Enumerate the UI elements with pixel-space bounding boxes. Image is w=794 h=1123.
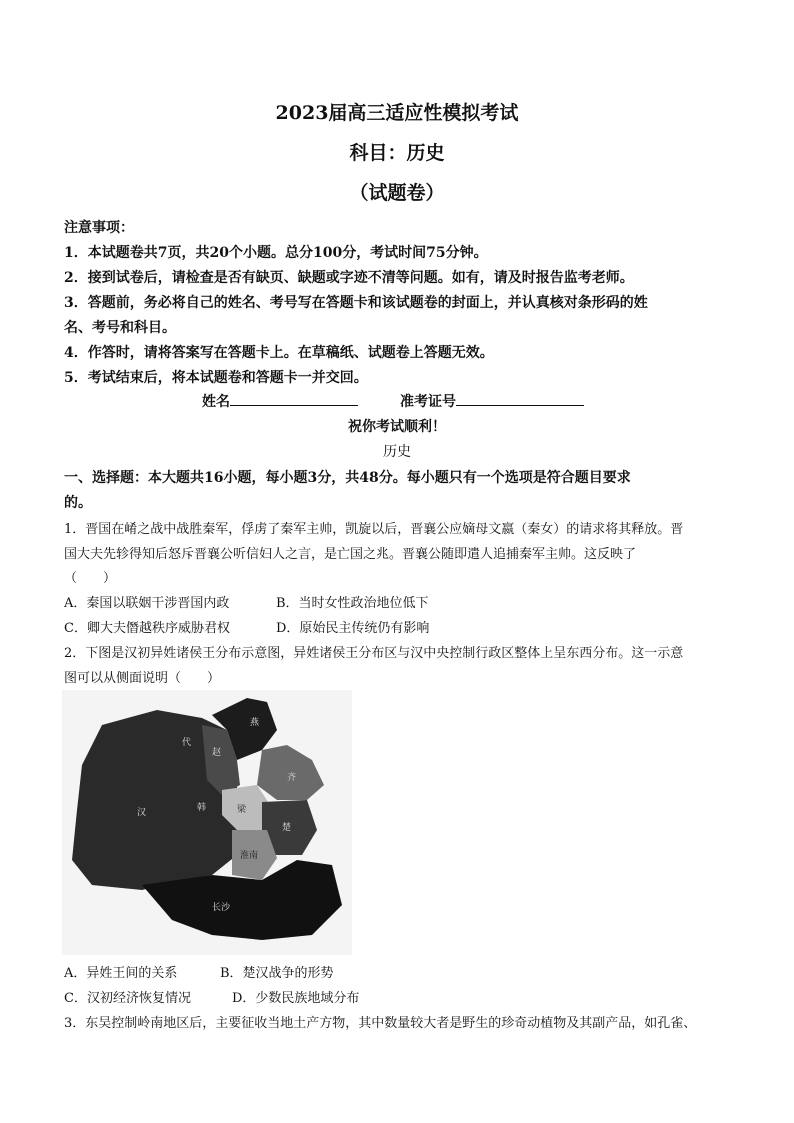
name-label: 姓名 <box>202 394 230 410</box>
map-label-yan: 燕 <box>250 718 260 728</box>
name-field[interactable] <box>202 391 358 411</box>
notice-item-3: 3．答题前，务必将自己的姓名、考号写在答题卡和该试题卷的封面上，并认真核对条形码的姓 <box>64 295 648 311</box>
good-luck: 祝你考试顺利！ <box>348 419 446 435</box>
q1-stem-line-2: 国大夫先轸得知后怒斥晋襄公听信妇人之言，是亡国之兆。晋襄公随即遣人追捕秦军主帅。这反映了 <box>64 547 637 562</box>
map-label-han: 汉 <box>137 808 147 818</box>
q1-option-d: D．原始民主传统仍有影响 <box>276 621 430 636</box>
map-label-liang: 梁 <box>237 805 247 815</box>
q1-stem-line-1: 1．晋国在崤之战中战胜秦军，俘虏了秦军主帅，凯旋以后，晋襄公应嫡母文嬴（秦女）的请求将其释放。晋 <box>64 522 684 537</box>
exam-id-field[interactable] <box>400 391 584 411</box>
notice-item-1: 1．本试题卷共7页，共20个小题。总分100分，考试时间75分钟。 <box>64 245 488 261</box>
map-label-zhao: 赵 <box>212 748 222 758</box>
q1-option-c: C．卿大夫僭越秩序威胁君权 <box>64 621 230 636</box>
q2-stem-line-1: 2．下图是汉初异姓诸侯王分布示意图，异姓诸侯王分布区与汉中央控制行政区整体上呈东西分布。这一示意 <box>64 646 684 661</box>
subject-line: 科目：历史 <box>349 142 445 164</box>
exam-id-blank[interactable] <box>456 391 584 406</box>
q2-option-a: A．异姓王间的关系 <box>64 966 178 981</box>
map-label-hann: 韩 <box>197 803 207 813</box>
notice-item-2: 2．接到试卷后，请检查是否有缺页、缺题或字迹不清等问题。如有，请及时报告监考老师。 <box>64 270 634 286</box>
subject-heading: 历史 <box>383 444 411 460</box>
map-label-changsha: 长沙 <box>212 903 231 913</box>
section-1-heading: 一、选择题：本大题共16小题，每小题3分，共48分。每小题只有一个选项是符合题目要求 <box>64 470 631 486</box>
map-label-dai: 代 <box>182 738 192 748</box>
map-label-chu: 楚 <box>282 823 292 833</box>
q1-option-a: A．秦国以联姻干涉晋国内政 <box>64 596 230 611</box>
exam-title: 2023届高三适应性模拟考试 <box>275 102 519 124</box>
notice-item-3-cont: 名、考号和科目。 <box>64 320 176 336</box>
q2-option-b: B．楚汉战争的形势 <box>220 966 334 981</box>
notice-heading: 注意事项： <box>64 220 134 236</box>
notice-item-5: 5．考试结束后，将本试题卷和答题卡一并交回。 <box>64 370 368 386</box>
exam-id-label: 准考证号 <box>400 394 456 410</box>
map-label-qi: 齐 <box>287 773 297 783</box>
q2-option-c: C．汉初经济恢复情况 <box>64 991 191 1006</box>
notice-item-4: 4．作答时，请将答案写在答题卡上。在草稿纸、试题卷上答题无效。 <box>64 345 494 361</box>
map-label-huainan: 淮南 <box>240 851 259 861</box>
paper-type: （试题卷） <box>349 182 445 204</box>
name-blank[interactable] <box>230 391 358 406</box>
section-1-heading-cont: 的。 <box>64 495 92 511</box>
q2-stem-line-2: 图可以从侧面说明（ ） <box>64 671 221 686</box>
q1-option-b: B．当时女性政治地位低下 <box>276 596 429 611</box>
q1-answer-bracket: （ ） <box>64 571 117 586</box>
han-vassal-map <box>62 690 352 955</box>
q3-stem-line-1: 3．东吴控制岭南地区后，主要征收当地土产方物，其中数量较大者是野生的珍奇动植物及其副产品，如孔雀、 <box>64 1016 697 1031</box>
q2-option-d: D．少数民族地域分布 <box>232 991 360 1006</box>
